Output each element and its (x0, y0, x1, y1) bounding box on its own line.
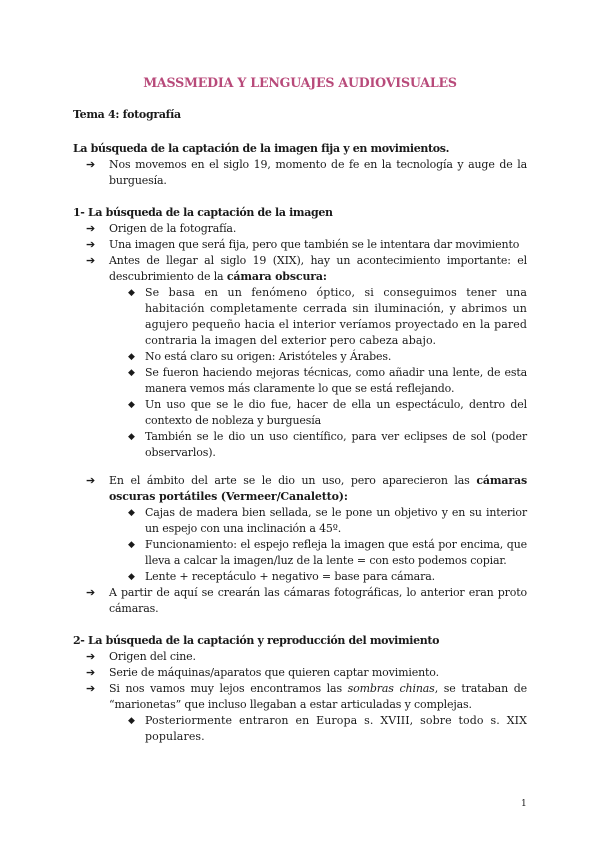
page-number: 1 (521, 799, 527, 809)
section1-sub-7 (73, 537, 527, 569)
diamond-icon: ◆ (128, 368, 135, 378)
section2-item-3-text-b: , se trataban de “marionetas” que incluso llegaban a estar articuladas y complejas. (109, 682, 527, 711)
arrow-icon: ➔ (86, 474, 96, 487)
section1-item-1-text: Origen de la fotografía. (109, 222, 237, 235)
section2-item-1-text: Origen del cine. (109, 650, 196, 663)
section2-item-3 (73, 681, 527, 713)
arrow-icon: ➔ (86, 254, 96, 267)
section1-item-1 (73, 221, 527, 237)
arrow-icon: ➔ (86, 650, 96, 663)
section1-item-4 (73, 473, 527, 505)
section2-item-2 (73, 665, 527, 681)
section1-sub-6 (73, 505, 527, 537)
section1-sub-2 (73, 349, 527, 365)
diamond-icon: ◆ (128, 288, 136, 298)
section1-item-4-text: En el ámbito del arte se le dio un uso, pero aparecieron las (109, 474, 477, 487)
section1-sub-3 (73, 365, 527, 397)
section2-item-2-text: Serie de máquinas/aparatos que quieren captar movimiento. (109, 666, 439, 679)
section1-item-3 (73, 253, 527, 285)
arrow-icon: ➔ (86, 158, 96, 171)
camaras-portatiles-term: cámaras oscuras portátiles (Vermeer/Canaletto): (109, 474, 527, 503)
diamond-icon: ◆ (128, 540, 135, 550)
section1-sub-1 (73, 285, 527, 349)
section1-item-5-text: A partir de aquí se crearán las cámaras fotográficas, lo anterior eran proto cámaras. (109, 586, 527, 615)
section2-sub-1-text: Posteriormente entraron en Europa s. XVIII, sobre todo s. XIX populares. (145, 714, 527, 743)
section1-sub-8 (73, 569, 527, 585)
section1-item-2-text: Una imagen que será fija, pero que también se le intentara dar movimiento (109, 238, 520, 251)
arrow-icon: ➔ (86, 666, 96, 679)
diamond-icon: ◆ (128, 572, 135, 582)
section2-item-1 (73, 649, 527, 665)
section1-sub-7-text: Funcionamiento: el espejo refleja la imagen que está por encima, que lleva a calcar la imagen/luz de la lente = con esto podemos copiar. (145, 538, 527, 567)
sombras-chinas-term: sombras chinas (347, 682, 435, 695)
arrow-icon: ➔ (86, 222, 96, 235)
theme-label: Tema 4: fotografía (73, 108, 181, 121)
diamond-icon: ◆ (128, 508, 135, 518)
arrow-icon: ➔ (86, 586, 96, 599)
section1-heading: 1- La búsqueda de la captación de la imagen (73, 206, 333, 219)
diamond-icon: ◆ (128, 432, 135, 442)
document-body (73, 107, 527, 745)
section1-item-5 (73, 585, 527, 617)
section1-sub-3-text: Se fueron haciendo mejoras técnicas, como añadir una lente, de esta manera vemos más claramente lo que se está reflejando. (145, 366, 527, 395)
diamond-icon: ◆ (128, 716, 136, 726)
section1-sub-5 (73, 429, 527, 461)
intro-heading: La búsqueda de la captación de la imagen fija y en movimientos. (73, 142, 450, 155)
section2-item-3-text-a: Si nos vamos muy lejos encontramos las (109, 682, 348, 695)
section1-sub-8-text: Lente + receptáculo + negativo = base para cámara. (145, 570, 435, 583)
section1-sub-2-text: No está claro su origen: Aristóteles y Árabes. (145, 350, 392, 363)
section1-sub-6-text: Cajas de madera bien sellada, se le pone un objetivo y en su interior un espejo con una inclinación a 45º. (145, 506, 527, 535)
diamond-icon: ◆ (128, 400, 135, 410)
intro-item-text: Nos movemos en el siglo 19, momento de fe en la tecnología y auge de la burguesía. (109, 158, 527, 187)
section1-sub-4 (73, 397, 527, 429)
section1-sub-1-text: Se basa en un fenómeno óptico, si conseguimos tener una habitación completamente cerrada sin iluminación, y abrimos un agujero pequeño hacia el interior veríamos proyectado en la pared contraria la imagen del exterior pero cabeza abajo. (145, 286, 527, 347)
arrow-icon: ➔ (86, 238, 96, 251)
diamond-icon: ◆ (128, 352, 135, 362)
section1-sub-4-text: Un uso que se le dio fue, hacer de ella un espectáculo, dentro del contexto de nobleza y burguesía (145, 398, 527, 427)
camara-obscura-term: cámara obscura: (226, 270, 327, 283)
section1-item-3-text: Antes de llegar al siglo 19 (XIX), hay un acontecimiento importante: el descubrimiento de la (109, 254, 527, 283)
arrow-icon: ➔ (86, 682, 96, 695)
section2-sub-1 (73, 713, 527, 745)
intro-item (73, 157, 527, 189)
document-title: MASSMEDIA Y LENGUAJES AUDIOVISUALES (143, 75, 457, 90)
section1-item-2 (73, 237, 527, 253)
section2-heading: 2- La búsqueda de la captación y reproducción del movimiento (73, 634, 440, 647)
section1-sub-5-text: También se le dio un uso científico, para ver eclipses de sol (poder observarlos). (145, 430, 527, 459)
